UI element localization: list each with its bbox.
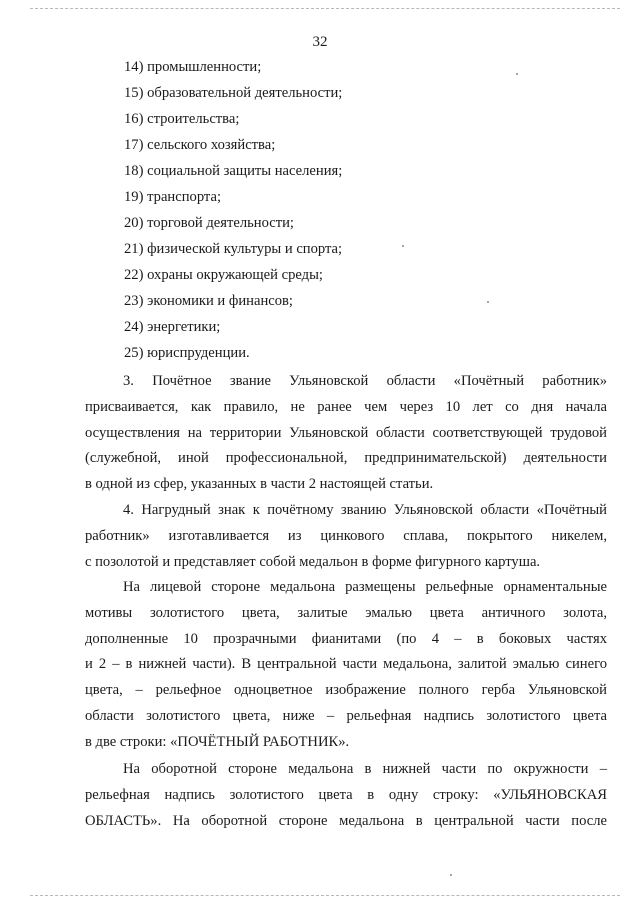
paragraph-6: [85, 757, 607, 834]
paragraph-line: На оборотной стороне медальона в нижней части по окружности –: [123, 761, 607, 777]
paragraph-line: и 2 – в нижней части). В центральной части медальона, залитой эмалью синего: [85, 656, 607, 673]
sphere-list: [124, 54, 342, 366]
paragraph-line: работник» изготавливается из цинкового сплава, покрытого никелем,: [85, 527, 607, 544]
paragraph-line: 4. Нагрудный знак к почётному званию Ульяновской области «Почётный: [123, 502, 607, 518]
list-item: 22) охраны окружающей среды;: [124, 267, 323, 283]
scan-speck: [402, 245, 404, 247]
scan-border-top: [30, 8, 620, 9]
list-item: 20) торговой деятельности;: [124, 215, 294, 231]
paragraph-line: 3. Почётное звание Ульяновской области «Почётный работник»: [123, 373, 607, 389]
paragraph-line: рельефная надпись золотистого цвета в одну строку: «УЛЬЯНОВСКАЯ: [85, 786, 607, 803]
list-item: 25) юриспруденции.: [124, 345, 250, 361]
list-item: 21) физической культуры и спорта;: [124, 241, 343, 257]
scan-border-bottom: [30, 895, 620, 896]
paragraph-line: в две строки: «ПОЧЁТНЫЙ РАБОТНИК».: [85, 733, 350, 750]
paragraph-5: [85, 575, 607, 756]
paragraph-line: осуществления на территории Ульяновской области соответствующей трудовой: [85, 424, 607, 441]
scan-speck: [516, 73, 518, 75]
list-item: 23) экономики и финансов;: [124, 293, 293, 309]
list-item: 16) строительства;: [124, 111, 240, 127]
paragraph-line: (служебной, иной профессиональной, предпринимательской) деятельности: [85, 450, 607, 467]
list-item: 18) социальной защиты населения;: [124, 163, 343, 179]
paragraph-line: ОБЛАСТЬ». На оборотной стороне медальона в центральной части после: [85, 812, 607, 829]
paragraph-line: цвета, – рельефное одноцветное изображение полного герба Ульяновской: [85, 682, 607, 699]
paragraph-line: дополненные 10 прозрачными фианитами (по 4 – в боковых частях: [85, 630, 607, 647]
paragraph-line: мотивы золотистого цвета, залитые эмалью цвета античного золота,: [85, 604, 607, 621]
paragraph-line: присваивается, как правило, не ранее чем через 10 лет со дня начала: [85, 398, 607, 415]
paragraph-line: На лицевой стороне медальона размещены рельефные орнаментальные: [123, 579, 607, 595]
paragraph-line: с позолотой и представляет собой медальон в форме фигурного картуша.: [85, 553, 541, 570]
list-item: 17) сельского хозяйства;: [124, 137, 276, 153]
paragraph-line: в одной из сфер, указанных в части 2 настоящей статьи.: [85, 476, 434, 493]
list-item: 19) транспорта;: [124, 189, 222, 205]
paragraph-4: [85, 498, 607, 575]
page-number: 32: [312, 34, 328, 50]
scan-speck: [487, 301, 489, 303]
list-item: 24) энергетики;: [124, 319, 221, 335]
paragraph-line: области золотистого цвета, ниже – рельефная надпись золотистого цвета: [85, 707, 607, 724]
list-item: 15) образовательной деятельности;: [124, 85, 343, 101]
list-item: 14) промышленности;: [124, 59, 262, 75]
paragraph-3: [85, 369, 607, 498]
scan-speck: [450, 874, 452, 876]
